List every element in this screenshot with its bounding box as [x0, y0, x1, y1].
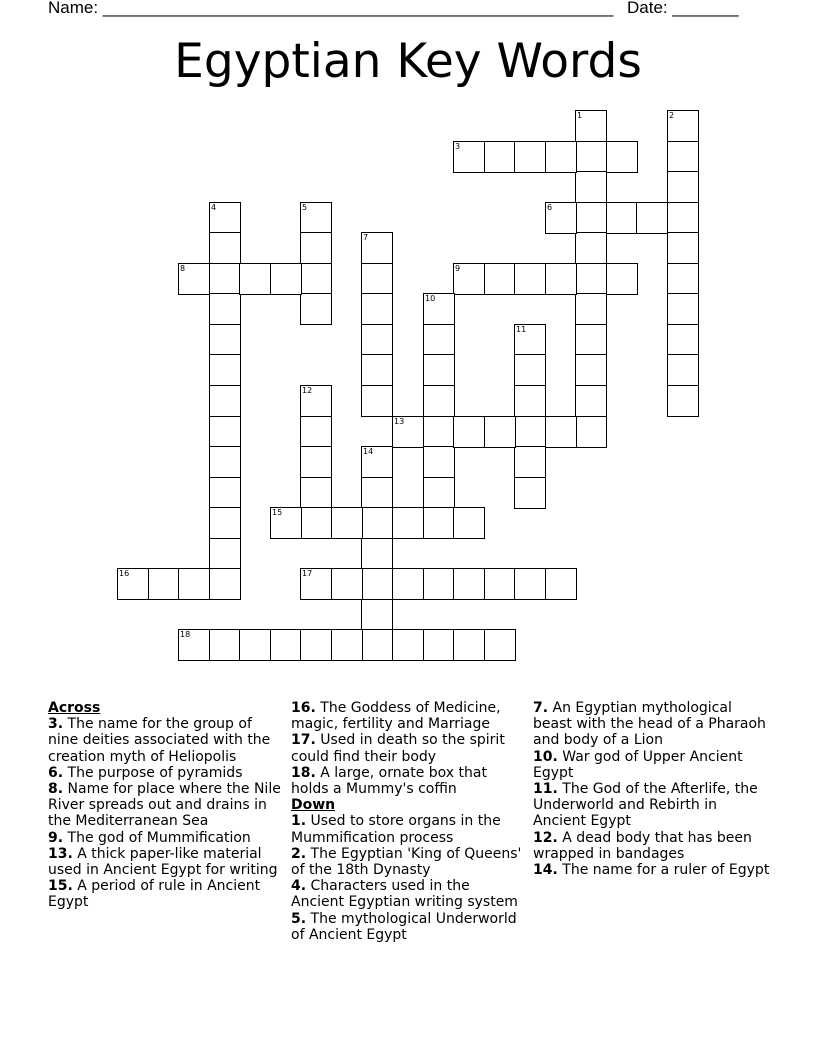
grid-cell[interactable]	[209, 202, 241, 234]
across-clues-part-2	[291, 700, 526, 797]
clue-text: The God of the Afterlife, the Underworld and Rebirth in Ancient Egypt	[533, 781, 758, 830]
grid-cell[interactable]	[606, 202, 638, 234]
grid-cell[interactable]	[667, 232, 699, 264]
date-blank[interactable]: _______	[672, 0, 739, 17]
clue-item	[291, 732, 526, 764]
clue-number: 10	[425, 294, 436, 303]
clue-item	[48, 846, 283, 878]
grid-cell[interactable]	[667, 385, 699, 417]
grid-cell[interactable]	[423, 416, 455, 448]
clue-column-3	[533, 700, 773, 878]
clue-number: 13	[394, 417, 405, 426]
grid-cell[interactable]	[667, 110, 699, 142]
clue-text: A thick paper-like material used in Ancient Egypt for writing	[48, 845, 278, 879]
grid-cell[interactable]	[636, 202, 668, 234]
clue-text: The mythological Underworld of Ancient Egypt	[291, 910, 517, 943]
grid-cell[interactable]	[331, 568, 363, 600]
grid-cell[interactable]	[575, 202, 607, 234]
clue-item	[291, 813, 526, 845]
grid-cell[interactable]	[423, 446, 455, 478]
grid-cell[interactable]	[300, 477, 332, 509]
clue-text: An Egyptian mythological beast with the head of a Pharaoh and body of a Lion	[533, 700, 766, 749]
clue-number: 2	[669, 111, 675, 120]
grid-cell[interactable]	[667, 171, 699, 203]
grid-cell[interactable]	[545, 416, 577, 448]
grid-cell[interactable]	[361, 385, 393, 417]
grid-cell[interactable]	[361, 538, 393, 570]
clue-number: 18	[180, 630, 191, 639]
grid-cell[interactable]	[514, 385, 546, 417]
clue-number-label: 12.	[533, 829, 558, 846]
clue-item	[533, 781, 773, 830]
clue-column-1	[48, 700, 283, 911]
grid-cell[interactable]	[514, 141, 546, 173]
grid-cell[interactable]	[514, 568, 546, 600]
grid-cell[interactable]	[484, 416, 516, 448]
grid-cell[interactable]	[575, 263, 607, 295]
grid-cell[interactable]	[361, 293, 393, 325]
grid-cell[interactable]	[361, 629, 393, 661]
clue-item	[533, 700, 773, 749]
grid-cell[interactable]	[331, 629, 363, 661]
grid-cell[interactable]	[300, 568, 332, 600]
grid-cell[interactable]	[300, 263, 332, 295]
clue-text: A period of rule in Ancient Egypt	[48, 878, 261, 911]
grid-cell[interactable]	[514, 416, 546, 448]
grid-cell[interactable]	[361, 477, 393, 509]
clue-number: 8	[180, 264, 186, 273]
grid-cell[interactable]	[667, 293, 699, 325]
grid-cell[interactable]	[300, 416, 332, 448]
grid-cell[interactable]	[331, 507, 363, 539]
grid-cell[interactable]	[575, 232, 607, 264]
grid-cell[interactable]	[392, 568, 424, 600]
clue-number-label: 16.	[291, 700, 316, 716]
clue-number-label: 1.	[291, 813, 307, 830]
grid-cell[interactable]	[575, 110, 607, 142]
clue-number: 15	[272, 508, 283, 517]
clue-text: Used to store organs in the Mummification process	[291, 813, 501, 846]
clue-item	[291, 765, 526, 797]
grid-cell[interactable]	[484, 263, 516, 295]
grid-cell[interactable]	[300, 629, 332, 661]
down-heading: Down	[291, 797, 336, 814]
grid-cell[interactable]	[575, 324, 607, 356]
clue-item	[48, 878, 283, 910]
grid-cell[interactable]	[209, 507, 241, 539]
clue-number-label: 18.	[291, 764, 316, 781]
grid-cell[interactable]	[453, 416, 485, 448]
grid-cell[interactable]	[575, 171, 607, 203]
clue-number-label: 6.	[48, 764, 64, 781]
grid-cell[interactable]	[300, 293, 332, 325]
grid-cell[interactable]	[239, 263, 271, 295]
grid-cell[interactable]	[117, 568, 149, 600]
grid-cell[interactable]	[545, 141, 577, 173]
clue-text: War god of Upper Ancient Egypt	[533, 748, 743, 781]
clue-text: The name for the group of nine deities associated with the creation myth of Heliopolis	[48, 716, 271, 765]
name-blank[interactable]: ______________________________________________________	[102, 0, 614, 17]
grid-cell[interactable]	[667, 202, 699, 234]
grid-cell[interactable]	[300, 202, 332, 234]
grid-cell[interactable]	[484, 568, 516, 600]
grid-cell[interactable]	[514, 263, 546, 295]
clue-number: 12	[302, 386, 313, 395]
grid-cell[interactable]	[178, 568, 210, 600]
clue-text: Name for place where the Nile River spreads out and drains in the Mediterranean Sea	[48, 781, 281, 830]
clue-number: 17	[302, 569, 313, 578]
grid-cell[interactable]	[453, 141, 485, 173]
clue-column-2	[291, 700, 526, 943]
clue-number-label: 11.	[533, 781, 558, 798]
grid-cell[interactable]	[361, 568, 393, 600]
grid-cell[interactable]	[423, 568, 455, 600]
across-clues-part-1	[48, 716, 283, 910]
grid-cell[interactable]	[423, 507, 455, 539]
clue-number: 4	[211, 203, 217, 212]
grid-cell[interactable]	[514, 446, 546, 478]
down-clues-part-2	[533, 700, 773, 878]
clue-item	[48, 765, 283, 781]
grid-cell[interactable]	[667, 141, 699, 173]
grid-cell[interactable]	[575, 385, 607, 417]
grid-cell[interactable]	[209, 629, 241, 661]
clue-text: A dead body that has been wrapped in bandages	[533, 829, 752, 862]
grid-cell[interactable]	[545, 263, 577, 295]
grid-cell[interactable]	[545, 568, 577, 600]
grid-cell[interactable]	[361, 507, 393, 539]
grid-cell[interactable]	[209, 568, 241, 600]
clue-item	[533, 862, 773, 878]
clue-text: Used in death so the spirit could find their body	[291, 732, 505, 765]
clue-text: The purpose of pyramids	[67, 764, 243, 781]
clue-item	[48, 781, 283, 830]
grid-cell[interactable]	[239, 629, 271, 661]
clue-text: A large, ornate box that holds a Mummy's coffin	[291, 764, 487, 798]
grid-cell[interactable]	[178, 629, 210, 661]
clue-number: 5	[302, 203, 308, 212]
grid-cell[interactable]	[667, 263, 699, 295]
clue-item	[291, 700, 526, 732]
grid-cell[interactable]	[270, 629, 302, 661]
clue-number: 11	[516, 325, 527, 334]
clue-item	[48, 716, 283, 765]
grid-cell[interactable]	[423, 354, 455, 386]
grid-cell[interactable]	[209, 324, 241, 356]
grid-cell[interactable]	[209, 385, 241, 417]
grid-cell[interactable]	[484, 629, 516, 661]
grid-cell[interactable]	[423, 385, 455, 417]
clue-number-label: 2.	[291, 845, 307, 862]
clue-item	[48, 830, 283, 846]
grid-cell[interactable]	[209, 354, 241, 386]
grid-cell[interactable]	[361, 232, 393, 264]
clue-number-label: 7.	[533, 700, 549, 716]
grid-cell[interactable]	[300, 446, 332, 478]
grid-cell[interactable]	[545, 202, 577, 234]
clue-number: 6	[547, 203, 553, 212]
grid-cell[interactable]	[514, 324, 546, 356]
grid-cell[interactable]	[453, 263, 485, 295]
clue-number-label: 5.	[291, 910, 307, 927]
clue-text: The god of Mummification	[67, 829, 251, 846]
clue-number: 16	[119, 569, 130, 578]
clue-number: 7	[363, 233, 369, 242]
grid-cell[interactable]	[392, 416, 424, 448]
grid-cell[interactable]	[453, 629, 485, 661]
clue-number-label: 14.	[533, 862, 558, 879]
grid-cell[interactable]	[178, 263, 210, 295]
page-title: Egyptian Key Words	[174, 34, 642, 89]
grid-cell[interactable]	[423, 324, 455, 356]
grid-cell[interactable]	[361, 446, 393, 478]
clue-number: 9	[455, 264, 461, 273]
clue-text: The Egyptian 'King of Queens' of the 18th Dynasty	[291, 845, 522, 879]
grid-cell[interactable]	[514, 477, 546, 509]
clue-item	[533, 830, 773, 862]
grid-cell[interactable]	[453, 507, 485, 539]
clue-number: 1	[577, 111, 583, 120]
clue-number-label: 9.	[48, 829, 64, 846]
grid-cell[interactable]	[300, 232, 332, 264]
clue-item	[533, 749, 773, 781]
date-label: Date:	[627, 0, 673, 17]
clue-text: The Goddess of Medicine, magic, fertility and Marriage	[291, 700, 501, 733]
name-label: Name:	[48, 0, 103, 17]
grid-cell[interactable]	[300, 385, 332, 417]
grid-cell[interactable]	[423, 293, 455, 325]
grid-cell[interactable]	[514, 354, 546, 386]
grid-cell[interactable]	[453, 568, 485, 600]
clue-item	[291, 878, 526, 910]
grid-cell[interactable]	[606, 141, 638, 173]
clue-item	[291, 846, 526, 878]
clue-number-label: 10.	[533, 748, 558, 765]
clue-number-label: 8.	[48, 781, 64, 798]
grid-cell[interactable]	[423, 477, 455, 509]
across-heading: Across	[48, 700, 101, 716]
clue-number-label: 3.	[48, 716, 64, 733]
grid-cell[interactable]	[209, 263, 241, 295]
grid-cell[interactable]	[575, 354, 607, 386]
grid-cell[interactable]	[270, 507, 302, 539]
down-clues-part-1	[291, 813, 526, 943]
grid-cell[interactable]	[361, 599, 393, 631]
grid-cell[interactable]	[361, 324, 393, 356]
clue-text: The name for a ruler of Egypt	[562, 862, 770, 879]
grid-cell[interactable]	[300, 507, 332, 539]
grid-cell[interactable]	[148, 568, 180, 600]
grid-cell[interactable]	[575, 141, 607, 173]
clue-text: Characters used in the Ancient Egyptian writing system	[291, 878, 518, 911]
grid-cell[interactable]	[209, 446, 241, 478]
clue-number: 14	[363, 447, 374, 456]
grid-cell[interactable]	[667, 324, 699, 356]
grid-cell[interactable]	[392, 629, 424, 661]
grid-cell[interactable]	[361, 354, 393, 386]
clue-number-label: 13.	[48, 845, 73, 862]
grid-cell[interactable]	[575, 416, 607, 448]
grid-cell[interactable]	[423, 629, 455, 661]
grid-cell[interactable]	[575, 293, 607, 325]
grid-cell[interactable]	[209, 477, 241, 509]
grid-cell[interactable]	[209, 538, 241, 570]
clue-number-label: 4.	[291, 878, 307, 895]
clue-number-label: 17.	[291, 732, 316, 749]
grid-cell[interactable]	[209, 416, 241, 448]
grid-cell[interactable]	[361, 263, 393, 295]
clue-item	[291, 911, 526, 943]
grid-cell[interactable]	[209, 293, 241, 325]
clue-number: 3	[455, 142, 461, 151]
grid-cell[interactable]	[606, 263, 638, 295]
clue-number-label: 15.	[48, 878, 73, 895]
grid-cell[interactable]	[484, 141, 516, 173]
grid-cell[interactable]	[392, 507, 424, 539]
grid-cell[interactable]	[270, 263, 302, 295]
grid-cell[interactable]	[209, 232, 241, 264]
grid-cell[interactable]	[667, 354, 699, 386]
